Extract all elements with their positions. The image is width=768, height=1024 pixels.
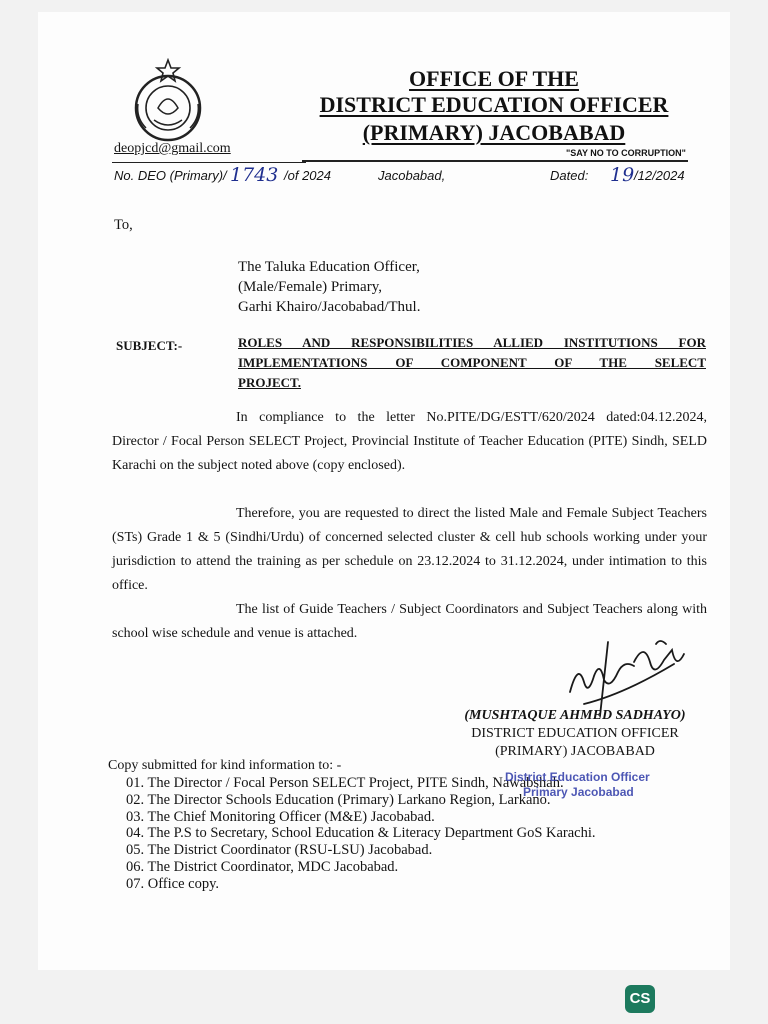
signatory-title: DISTRICT EDUCATION OFFICER [471, 726, 679, 741]
email-divider [112, 162, 306, 163]
list-item: 01. The Director / Focal Person SELECT Project, PITE Sindh, Nawabshah. [126, 775, 564, 791]
list-item: 07. Office copy. [126, 875, 220, 892]
header-office-title: OFFICE OF THE [409, 66, 579, 91]
body-paragraph-3: The list of Guide Teachers / Subject Coordinators and Subject Teachers along with school wise schedule and venue is attached. [112, 602, 707, 641]
slogan: "SAY NO TO CORRUPTION" [566, 148, 686, 158]
subject-line: ROLES AND RESPONSIBILITIES ALLIED INSTITUTIONS FOR [238, 335, 706, 350]
camscanner-badge-icon: CS [625, 985, 655, 1013]
ref-day: 19 [610, 164, 635, 186]
to-label: To, [114, 217, 133, 233]
handwritten-signature [560, 622, 700, 718]
ref-year: /of 2024 [284, 168, 331, 183]
stamp-line: District Education Officer [505, 770, 650, 784]
header-office-name: DISTRICT EDUCATION OFFICER [319, 92, 669, 117]
body-paragraph-2: Therefore, you are requested to direct the listed Male and Female Subject Teachers (STs) Grade 1 & 5 (Sindhi/Urdu) of concerned selected cluster & cell hub schools working under your jurisdiction to attend the training as per schedule on 23.12.2024 to 31.12.2024, under intimation to this office. [112, 506, 707, 593]
body-paragraph-1: In compliance to the letter No.PITE/DG/ESTT/620/2024 dated:04.12.2024, Director / Focal Person SELECT Project, Provincial Institute of Teacher Education (PITE) Sindh, SELD Karachi on the subject noted above (copy enclosed). [112, 410, 707, 473]
addressee-line: The Taluka Education Officer, [238, 259, 420, 275]
ref-place: Jacobabad, [378, 168, 446, 183]
ref-number: 1743 [230, 164, 279, 186]
header-divider [302, 160, 688, 162]
header-office-location: (PRIMARY) JACOBABAD [362, 120, 626, 145]
signatory-name: (MUSHTAQUE AHMED SADHAYO) [464, 708, 686, 723]
stamp-line: Primary Jacobabad [523, 785, 634, 799]
list-item: 02. The Director Schools Education (Primary) Larkano Region, Larkano. [126, 791, 551, 808]
list-item: 04. The P.S to Secretary, School Education & Literacy Department GoS Karachi. [126, 825, 596, 842]
list-item: 06. The District Coordinator, MDC Jacobabad. [126, 858, 399, 875]
subject-line: PROJECT. [238, 375, 301, 390]
subject-label: SUBJECT:- [116, 338, 183, 353]
subject-line: IMPLEMENTATIONS OF COMPONENT OF THE SELECT [238, 355, 706, 370]
addressee-line: (Male/Female) Primary, [238, 279, 382, 295]
ref-prefix: No. DEO (Primary)/ [114, 168, 227, 183]
signature-block [440, 707, 710, 761]
list-item: 03. The Chief Monitoring Officer (M&E) Jacobabad. [126, 808, 435, 825]
signatory-office: (PRIMARY) JACOBABAD [495, 744, 655, 759]
ref-month-year: /12/2024 [634, 168, 685, 183]
copy-to-heading: Copy submitted for kind information to: - [108, 758, 342, 773]
office-stamp [505, 770, 650, 800]
office-email: deopjcd@gmail.com [114, 141, 231, 156]
ref-dated-label: Dated: [550, 168, 589, 183]
list-item: 05. The District Coordinator (RSU-LSU) Jacobabad. [126, 842, 433, 859]
subject-text [238, 333, 706, 393]
government-emblem-logo [124, 58, 212, 144]
addressee-line: Garhi Khairo/Jacobabad/Thul. [238, 299, 421, 315]
addressee-block [238, 257, 420, 317]
